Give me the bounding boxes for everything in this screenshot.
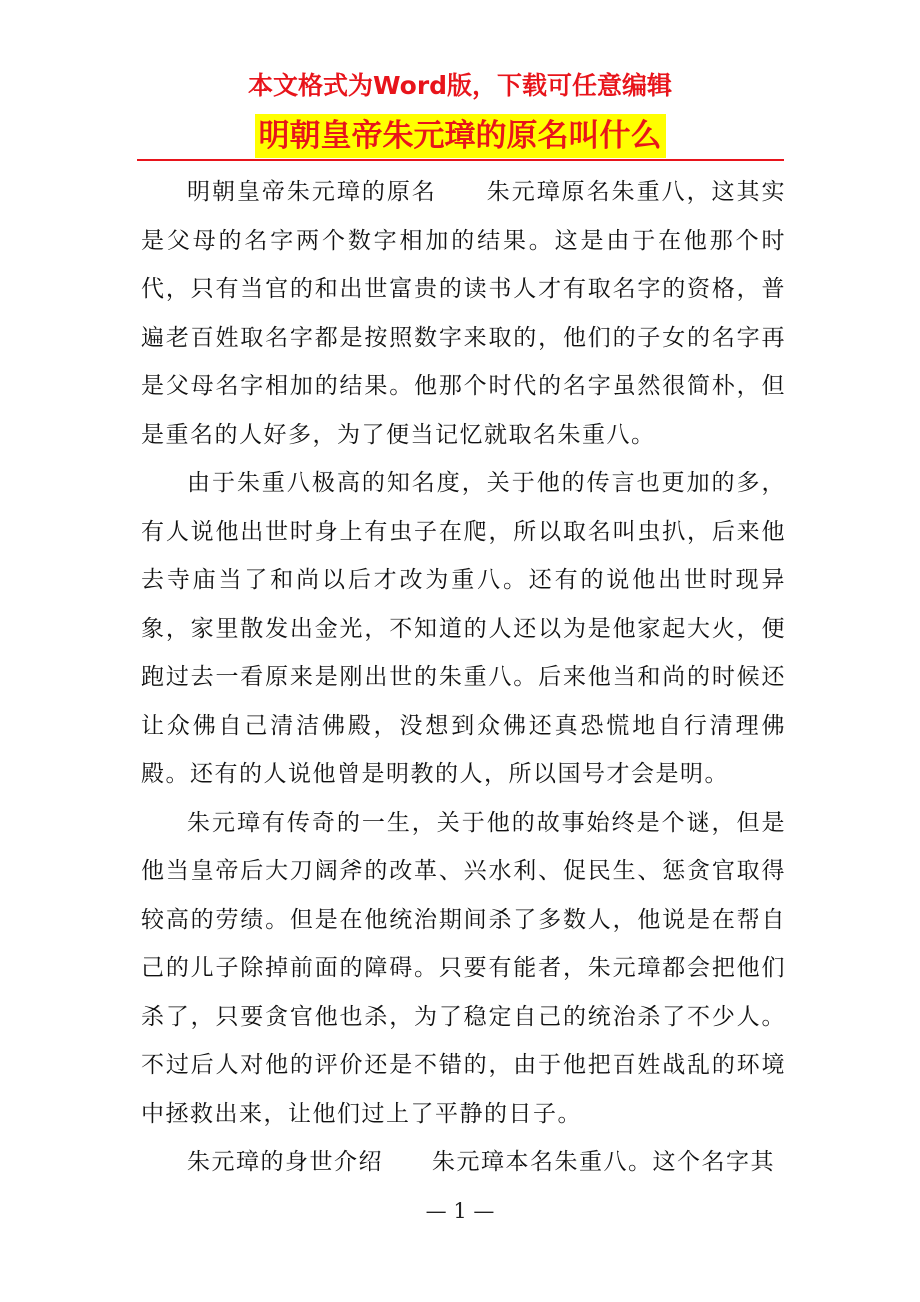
paragraph-3: 朱元璋有传奇的一生，关于他的故事始终是个谜，但是他当皇帝后大刀阔斧的改革、兴水利、促民生、惩贪官取得较高的劳绩。但是在他统治期间杀了多数人，他说是在帮自己的儿子除掉前面的障碍。只要有能者，朱元璋都会把他们杀了，只要贪官他也杀，为了稳定自己的统治杀了不少人。不过后人对他的评价还是不错的，由于他把百姓战乱的环境中拯救出来，让他们过上了平静的日子。 bbox=[141, 809, 786, 1127]
title-container bbox=[0, 114, 920, 158]
document-title: 明朝皇帝朱元璋的原名叫什么 bbox=[255, 114, 666, 158]
title-divider bbox=[137, 159, 784, 161]
paragraph-1: 明朝皇帝朱元璋的原名 朱元璋原名朱重八，这其实是父母的名字两个数字相加的结果。这是由于在他那个时代，只有当官的和出世富贵的读书人才有取名字的资格，普遍老百姓取名字都是按照数字来取的，他们的子女的名字再是父母名字相加的结果。他那个时代的名字虽然很简朴，但是重名的人好多，为了便当记忆就取名朱重八。 bbox=[141, 179, 786, 448]
document-body bbox=[141, 168, 786, 1187]
format-notice: 本文格式为Word版，下载可任意编辑 bbox=[247, 71, 673, 100]
paragraph-2: 由于朱重八极高的知名度，关于他的传言也更加的多，有人说他出世时身上有虫子在爬，所以取名叫虫扒，后来他去寺庙当了和尚以后才改为重八。还有的说他出世时现异象，家里散发出金光，不知道的人还以为是他家起大火，便跑过去一看原来是刚出世的朱重八。后来他当和尚的时候还让众佛自己清洁佛殿，没想到众佛还真恐慌地自行清理佛殿。还有的人说他曾是明教的人，所以国号才会是明。 bbox=[141, 470, 786, 787]
paragraph-4: 朱元璋的身世介绍 朱元璋本名朱重八。这个名字其 bbox=[187, 1149, 775, 1175]
page-number: — 1 — bbox=[425, 1199, 495, 1223]
